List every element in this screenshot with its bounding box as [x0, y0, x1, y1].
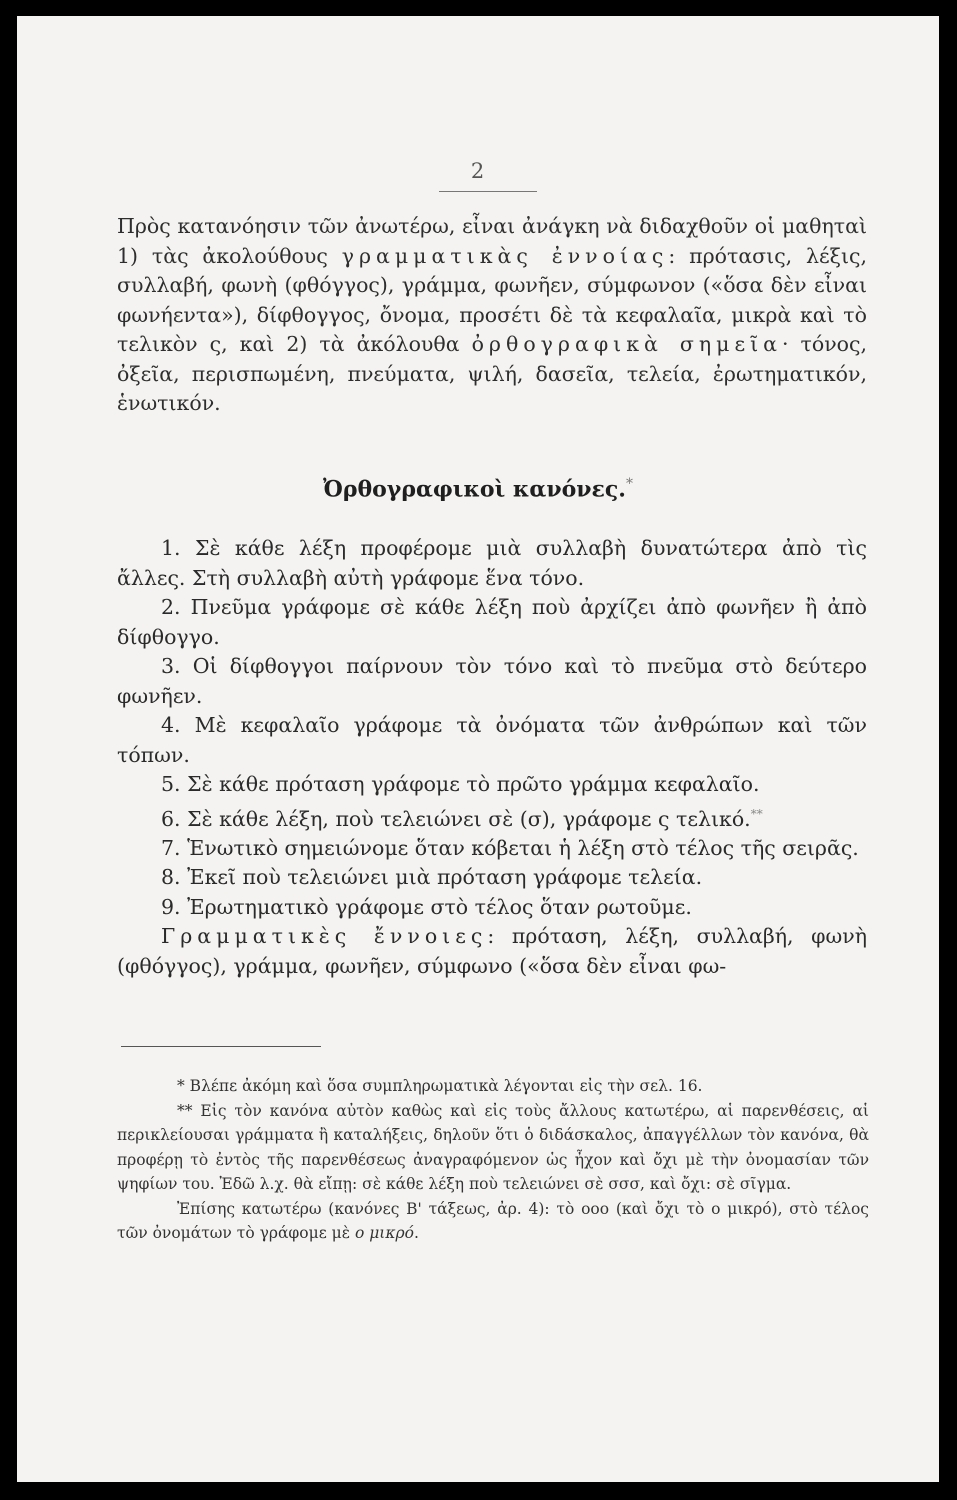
rules-list: [117, 534, 867, 981]
rule-item: 4. Μὲ κεφαλαῖο γράφομε τὰ ὀνόματα τῶν ἀνθρώπων καὶ τῶν τόπων.: [117, 713, 867, 767]
rule-item: 3. Οἱ δίφθογγοι παίρνουν τὸν τόνο καὶ τὸ πνεῦμα στὸ δεύτερο φωνῆεν.: [117, 654, 867, 708]
intro-paragraph: [117, 212, 867, 419]
page-number-rule: [439, 191, 537, 192]
rule-item: 8. Ἐκεῖ ποὺ τελειώνει μιὰ πρόταση γράφομε τελεία.: [161, 865, 703, 890]
section-heading-title: Ὀρθογραφικοὶ κανόνες.: [323, 476, 626, 503]
intro-term-orthographic-signs: ὀρθογραφικὰ σημεῖα: [471, 332, 782, 356]
rule-item: 2. Πνεῦμα γράφομε σὲ κάθε λέξη ποὺ ἀρχίζει ἀπὸ φωνῆεν ἢ ἀπὸ δίφθογγο.: [117, 595, 867, 649]
page-number: 2: [470, 159, 486, 183]
intro-text-before: Πρὸς κατανόησιν τῶν ἀνωτέρω, εἶναι ἀνάγκη νὰ διδαχθοῦν οἱ μαθηταὶ 1) τὰς ἀκολούθους: [117, 214, 867, 268]
footnote-2: ** Εἰς τὸν κανόνα αὐτὸν καθὼς καὶ εἰς τοὺς ἄλλους κατωτέρω, αἱ παρενθέσεις, αἱ περικλείουσαι γράμματα ἢ καταλήξεις, δηλοῦν ὅτι ὁ διδάσκαλος, ἀπαγγέλλων τὸν κανόνα, θὰ προφέρῃ τὸ ἐντὸς τῆς παρενθέσεως ἀναγραφόμενον ὡς ἦχον καὶ ὄχι μὲ τὴν ὀνομασίαν τῶν ψηφίων του. Ἐδῶ λ.χ. θὰ εἴπῃ: σὲ κάθε λέξη ποὺ τελειώνει σὲ σσσ, καὶ ὄχι: σὲ σῖγμα.: [117, 1101, 869, 1193]
footnotes: [117, 1074, 869, 1246]
intro-text-middle: : πρότασις, λέξις, συλλαβή, φωνὴ (φθόγγος), γράμμα, φωνῆεν, σύμφωνον («ὅσα δὲν εἶναι φωνήεντα»), δίφθογγος, ὄνομα, προσέτι δὲ τὰ κεφαλαῖα, μικρὰ καὶ τὸ τελικὸν ς, καὶ 2) τὰ ἀκόλουθα: [117, 243, 867, 356]
intro-text-after: · τόνος, ὀξεῖα, περισπωμένη, πνεύματα, ψιλή, δασεῖα, τελεία, ἐρωτηματικόν, ἑνωτικόν.: [117, 332, 867, 415]
rule-item: 7. Ἑνωτικὸ σημειώνομε ὅταν κόβεται ἡ λέξη στὸ τέλος τῆς σειρᾶς.: [161, 835, 859, 860]
document-page: [17, 16, 939, 1482]
footnote-divider: [121, 1046, 321, 1047]
rule-item: 5. Σὲ κάθε πρόταση γράφομε τὸ πρῶτο γράμμα κεφαλαῖο.: [161, 772, 760, 796]
footnote-1: * Βλέπε ἀκόμη καὶ ὅσα συμπληρωματικὰ λέγονται εἰς τὴν σελ. 16.: [177, 1077, 703, 1095]
footnote-marker: *: [625, 476, 633, 492]
rule-item: 9. Ἐρωτηματικὸ γράφομε στὸ τέλος ὅταν ρωτοῦμε.: [161, 894, 692, 919]
section-heading: [17, 476, 939, 502]
rule-item: 1. Σὲ κάθε λέξη προφέρομε μιὰ συλλαβὴ δυνατώτερα ἀπὸ τὶς ἄλλες. Στὴ συλλαβὴ αὐτὴ γράφομε ἕνα τόνο.: [117, 536, 867, 590]
footnote-3-italic: ο μικρό: [354, 1224, 414, 1242]
footnote-marker: **: [750, 806, 763, 821]
rule-item: 6. Σὲ κάθε λέξη, ποὺ τελειώνει σὲ (σ), γράφομε ς τελικό.**: [161, 806, 763, 831]
grammar-text: : πρόταση, λέξη, συλλαβή, φωνὴ (φθόγγος), γράμμα, φωνῆεν, σύμφωνο («ὅσα δὲν εἶναι φω-: [117, 924, 867, 978]
grammar-concepts-paragraph: [117, 922, 867, 981]
grammar-term: Γραμματικὲς ἔννοιες: [161, 924, 488, 949]
footnote-3: Ἐπίσης κατωτέρω (κανόνες Β' τάξεως, ἀρ. 4): τὸ οοο (καὶ ὄχι τὸ ο μικρό), στὸ τέλος τῶν ὀνομάτων τὸ γράφομε μὲ ο μικρό.: [117, 1199, 869, 1242]
intro-term-grammatical-concepts: γραμματικὰς ἐννοίας: [341, 243, 669, 268]
